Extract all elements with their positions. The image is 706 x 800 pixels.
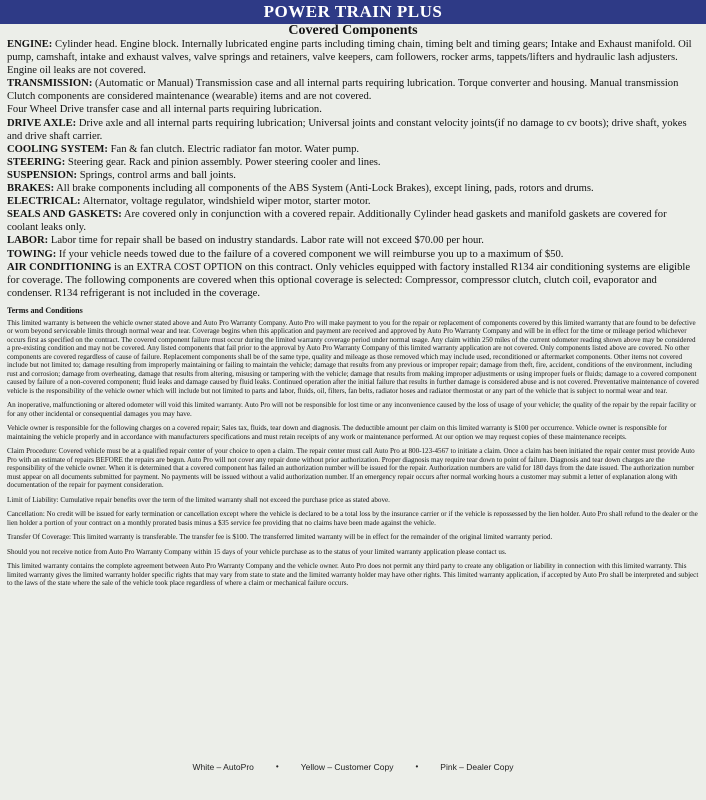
coverage-term: ENGINE: xyxy=(7,39,53,50)
coverage-term: TOWING: xyxy=(7,248,57,260)
terms-and-conditions xyxy=(7,307,700,594)
coverage-item xyxy=(7,234,699,247)
coverage-item xyxy=(7,248,699,261)
copy-label-pink: Pink – Dealer Copy xyxy=(440,762,514,772)
document-title: POWER TRAIN PLUS xyxy=(0,0,706,24)
coverage-term: SUSPENSION: xyxy=(7,169,78,181)
coverage-term: ELECTRICAL: xyxy=(7,196,81,208)
copy-label-white: White – AutoPro xyxy=(192,762,254,772)
coverage-term: AIR CONDITIONING xyxy=(7,261,112,273)
terms-paragraph: Transfer Of Coverage: This limited warranty is transferable. The transfer fee is $100. The transferred limited warranty will be in effect for the remainder of the original limited warranty period. xyxy=(7,533,553,541)
section-subtitle: Covered Components xyxy=(288,23,418,38)
terms-paragraph: Vehicle owner is responsible for the following charges on a covered repair; Sales tax, fluids, tear down and diagnosis. The deductible amount per claim on this limited warranty is $100 per occurrence. Vehicle owner is responsible for maintaining the vehicle properly and in accordance with manufacturers specifications and must retain receipts of any work or maintenance performed. At our option we may request copies of these maintenance receipts. xyxy=(7,424,667,441)
coverage-item xyxy=(7,261,699,300)
terms-body xyxy=(7,319,700,588)
coverage-item xyxy=(7,208,699,234)
coverage-item xyxy=(7,182,699,195)
coverage-text: Cylinder head. Engine block. Internally lubricated engine parts including timing chain, timing belt and timing gears; Intake and Exhaust manifold. Oil pump, camshaft, intake and exhaust valves, valve springs and retainers, valve keepers, cam followers, rocker arms, tappets/lifters and hydraulic lash adjusters. Engine oil leaks are not covered. xyxy=(7,39,692,77)
coverage-item xyxy=(7,169,699,182)
coverage-text: Alternator, voltage regulator, windshield wiper motor, starter motor. xyxy=(80,196,371,208)
coverage-term: STEERING: xyxy=(7,156,66,168)
terms-paragraph: Limit of Liability: Cumulative repair benefits over the term of the limited warranty shall not exceed the purchase price as stated above. xyxy=(7,495,390,504)
coverage-item xyxy=(7,195,699,208)
coverage-item xyxy=(7,117,699,143)
coverage-term: LABOR: xyxy=(7,235,49,247)
terms-paragraph: Cancellation: No credit will be issued for early termination or cancellation except where the vehicle is declared to be a total loss by the insurance carrier or if the vehicle is repossessed by the lien holder. Auto Pro shall refund to the dealer or the lien holder a portion of your contract on a monthly prorated basis minus a $35 service fee providing that no claims have been made against the vehicle. xyxy=(7,510,698,527)
copy-label-yellow: Yellow – Customer Copy xyxy=(300,762,394,772)
terms-paragraph: Should you not receive notice from Auto Pro Warranty Company within 15 days of your vehicle purchase as to the status of your limited warranty application please contact us. xyxy=(7,547,507,556)
separator-dot: • xyxy=(275,762,279,771)
coverage-text: Springs, control arms and ball joints. xyxy=(77,169,236,181)
coverage-text: Four Wheel Drive transfer case and all internal parts requiring lubrication. xyxy=(7,104,322,116)
coverage-text: is an EXTRA COST OPTION on this contract. Only vehicles equipped with factory installed R134 air conditioning systems are eligible for coverage. The following components are covered when this optional coverage is selected: Compressor, compressor clutch, clutch coil, evaporator and condenser. R134 refrigerant is not included in the coverage. xyxy=(7,261,691,299)
terms-paragraph: This limited warranty is between the vehicle owner stated above and Auto Pro Warranty Company. Auto Pro will make payment to you for the repair or replacement of components covered by this limited warranty that are found to be defective or worn beyond serviceable limits through normal wear and tear. Coverage begins when this application and payment are received and approved by Auto Pro Warranty Company and will be in effect for the time or mileage period whichever occurs first as specified on the contract. The covered component failure must occur during the limited warranty coverage period under normal usage. Any claim within 250 miles of the current odometer reading shown above may be considered a pre-existing condition and may not be covered. Any listed components that fail prior to the approval by Auto Pro Warranty Company of this limited warranty application are not covered. Only components listed above are covered. No other components are covered regardless of cause of failure. Replacement components shall be of the same type, quality and mileage as those removed which may include used, reconditioned or aftermarket components. Other items not covered include but not limited to; damage resulting from improperly maintaining or failing to maintain the vehicle; damage that results from any previous or improper repair; damage from theft, fire, accident, conditions of the environment, including rust and corrosion; damage from overheating, damage that results from altering, misusing or tampering with the vehicle; damage that results from making improper adjustments or using improper fuels or fluids; damage to a covered component caused by failure of a non-covered component; fluid leaks and damage caused by fluid leaks. Continued operation after the initial failure that results in further damage is considered abuse and is not covered. Preventative maintenance of covered vehicle is the responsibility of the vehicle owner which will include but not limited to parts and labor, fluids, oil, filters, fan belts, radiator hoses and radiator thermostat or any part of the vehicle that is subject to normal wear and tear. xyxy=(7,318,699,395)
coverage-item xyxy=(7,103,699,116)
coverage-text: Steering gear. Rack and pinion assembly. Power steering cooler and lines. xyxy=(65,156,381,168)
coverage-term: DRIVE AXLE: xyxy=(7,117,77,129)
terms-heading: Terms and Conditions xyxy=(7,306,83,315)
coverage-text: (Automatic or Manual) Transmission case and all internal parts requiring lubrication. Torque converter and housing. Manual transmission Clutch components are considered maintenance (wearable) items and are not covered. xyxy=(7,78,679,103)
coverage-term: SEALS AND GASKETS: xyxy=(7,209,122,221)
coverage-term: COOLING SYSTEM: xyxy=(7,143,108,155)
coverage-text: If your vehicle needs towed due to the failure of a covered component we will reimburse you up to a maximum of $50. xyxy=(56,248,564,260)
copy-distribution-footer xyxy=(0,762,706,772)
coverage-term: TRANSMISSION: xyxy=(7,78,93,90)
terms-paragraph: An inoperative, malfunctioning or altered odometer will void this limited warranty. Auto Pro will not be responsible for lost time or any inconvenience caused by the loss of usage of your vehicle; the quality of the repair by the repair facility or for any other incidental or consequential damages you may have. xyxy=(7,401,697,418)
coverage-item xyxy=(7,156,699,169)
coverage-item xyxy=(7,38,699,77)
coverage-item xyxy=(7,143,699,156)
coverage-text: Labor time for repair shall be based on industry standards. Labor rate will not exceed $70.00 per hour. xyxy=(48,235,484,247)
separator-dot: • xyxy=(415,762,419,771)
coverage-text: Are covered only in conjunction with a covered repair. Additionally Cylinder head gaskets and manifold gaskets are covered for coolant leaks only. xyxy=(7,209,667,234)
coverage-item xyxy=(7,77,699,103)
terms-paragraph: Claim Procedure: Covered vehicle must be at a qualified repair center of your choice to open a claim. The repair center must call Auto Pro at 800-123-4567 to initiate a claim. Once a claim has been initiated the repair center must provide Auto Pro with an estimate of repairs BEFORE the repairs are begun. Auto Pro will not cover any repair done without prior authorization. Proper diagnosis may require tear down to point of failure. Diagnosis and tear down charges are the responsibility of the vehicle owner. When it is determined that a covered component has failed an authorization number will be issued for the repair. Authorization numbers are valid for 180 days from the date issued. The authorization number must appear on all documents submitted for payment. No payments will be issued without a valid authorization number. If an emergency repair occurs after normal working hours a customer may submit a letter of explanation along with documentation of the repair for payment consideration. xyxy=(7,447,695,489)
coverage-text: All brake components including all components of the ABS System (Anti-Lock Brakes), except lining, pads, rotors and drums. xyxy=(54,183,594,195)
coverage-text: Fan & fan clutch. Electric radiator fan motor. Water pump. xyxy=(107,143,360,155)
terms-paragraph: This limited warranty contains the complete agreement between Auto Pro Warranty Company and the vehicle owner. Auto Pro does not permit any third party to create any obligation or liability in connection with this limited warranty. This limited warranty gives the limited warranty holder specific rights that may vary from state to state and the limited warranty holder may have other rights. This limited warranty application, if accepted by Auto Pro shall be interpreted and subject to the laws of the state where the sale of the vehicle took place regardless of where a claim or mechanical failure occurs. xyxy=(7,562,699,587)
covered-components-list xyxy=(7,38,699,300)
coverage-text: Drive axle and all internal parts requiring lubrication; Universal joints and constant velocity joints(if no damage to cv boots); drive shaft, yokes and drive shaft carrier. xyxy=(7,117,687,142)
coverage-term: BRAKES: xyxy=(7,183,55,195)
